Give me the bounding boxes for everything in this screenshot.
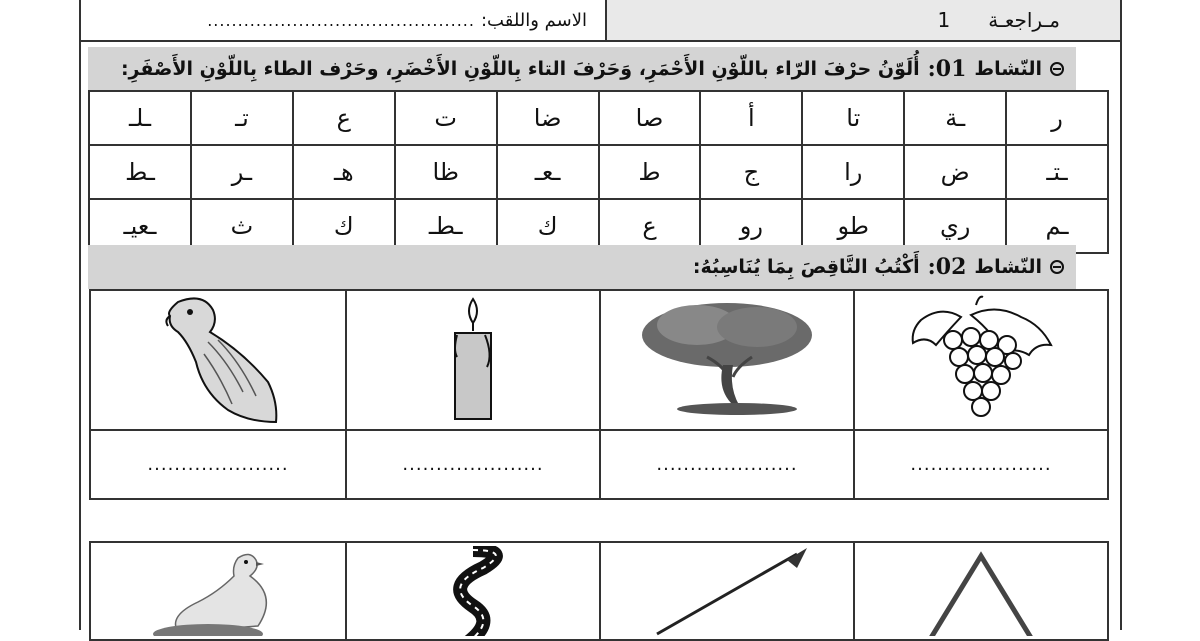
bullet-icon bbox=[1050, 260, 1064, 274]
pictures-row-2 bbox=[89, 541, 1109, 641]
activity2-number: 02: bbox=[927, 254, 967, 280]
spear-image bbox=[637, 546, 817, 636]
letter-cell[interactable]: ت bbox=[395, 91, 497, 145]
grapes-image bbox=[901, 295, 1061, 425]
letter-grid bbox=[88, 90, 1109, 254]
letter-cell[interactable]: ـط bbox=[89, 145, 191, 199]
activity2-bar bbox=[88, 245, 1076, 289]
answer-blank[interactable]: ..................... bbox=[853, 430, 1107, 498]
letter-cell[interactable]: ـة bbox=[904, 91, 1006, 145]
name-dots[interactable]: ............................................ bbox=[207, 10, 475, 30]
letter-cell[interactable]: ث bbox=[191, 199, 293, 253]
answer-blank[interactable]: ..................... bbox=[345, 430, 599, 498]
review-title bbox=[605, 0, 1120, 40]
letter-cell[interactable]: رو bbox=[700, 199, 802, 253]
activity1-bar bbox=[88, 47, 1076, 91]
dove-cell bbox=[91, 543, 345, 639]
name-label: الاسم واللقب: bbox=[480, 9, 587, 31]
letter-cell[interactable]: ك bbox=[497, 199, 599, 253]
dove-image bbox=[138, 546, 298, 636]
letter-cell[interactable]: ـعـ bbox=[497, 145, 599, 199]
tree-cell bbox=[599, 291, 853, 429]
name-field[interactable] bbox=[81, 0, 605, 40]
pictures-row-1 bbox=[89, 289, 1109, 431]
letter-cell[interactable]: طو bbox=[802, 199, 904, 253]
falcon-image bbox=[148, 292, 288, 428]
triangle-image bbox=[906, 546, 1056, 636]
letter-row bbox=[89, 91, 1108, 145]
road-image bbox=[413, 546, 533, 636]
letter-cell[interactable]: ـطـ bbox=[395, 199, 497, 253]
letter-cell[interactable]: ر bbox=[1006, 91, 1108, 145]
review-number: 1 bbox=[937, 8, 951, 32]
letter-cell[interactable]: ـتـ bbox=[1006, 145, 1108, 199]
letter-cell[interactable]: ج bbox=[700, 145, 802, 199]
letter-cell[interactable]: ظا bbox=[395, 145, 497, 199]
tree-image bbox=[637, 295, 817, 425]
letter-cell[interactable]: ع bbox=[599, 199, 701, 253]
letter-cell[interactable]: ك bbox=[293, 199, 395, 253]
letter-cell[interactable]: ري bbox=[904, 199, 1006, 253]
letter-cell[interactable]: ـم bbox=[1006, 199, 1108, 253]
letter-cell[interactable]: ع bbox=[293, 91, 395, 145]
letter-row bbox=[89, 145, 1108, 199]
letter-cell[interactable]: ض bbox=[904, 145, 1006, 199]
letter-cell[interactable]: تـ bbox=[191, 91, 293, 145]
letter-cell[interactable]: را bbox=[802, 145, 904, 199]
letter-cell[interactable]: أ bbox=[700, 91, 802, 145]
answer-blank[interactable]: ..................... bbox=[147, 453, 289, 475]
letter-cell[interactable]: صا bbox=[599, 91, 701, 145]
letter-cell[interactable]: هـ bbox=[293, 145, 395, 199]
activity2-instruction: أَكْتُبُ النَّاقِصَ بِمَا يُنَاسِبُهُ: bbox=[692, 256, 920, 278]
grapes-cell bbox=[853, 291, 1107, 429]
activity1-number: 01: bbox=[927, 56, 967, 82]
activity2-label: النّشاط bbox=[974, 256, 1042, 278]
letter-cell[interactable]: ـر bbox=[191, 145, 293, 199]
candle-image bbox=[433, 295, 513, 425]
letter-cell[interactable]: ـلـ bbox=[89, 91, 191, 145]
letter-cell[interactable]: تا bbox=[802, 91, 904, 145]
spear-cell bbox=[599, 543, 853, 639]
bullet-icon bbox=[1050, 62, 1064, 76]
triangle-cell bbox=[853, 543, 1107, 639]
answer-blank[interactable]: ..................... bbox=[599, 430, 853, 498]
review-label: مـراجعـة bbox=[988, 8, 1060, 32]
worksheet-header bbox=[79, 0, 1122, 42]
letter-cell[interactable]: ـعيـ bbox=[89, 199, 191, 253]
candle-cell bbox=[345, 291, 599, 429]
answer-row bbox=[89, 430, 1109, 500]
falcon-cell bbox=[91, 291, 345, 429]
letter-cell[interactable]: ط bbox=[599, 145, 701, 199]
activity1-label: النّشاط bbox=[974, 58, 1042, 80]
road-cell bbox=[345, 543, 599, 639]
letter-cell[interactable]: ضا bbox=[497, 91, 599, 145]
activity1-instruction: أُلَوّنُ حرْفَ الرّاء باللّوْنِ الأَحْمَرِ، وَحَرْفَ التاء بِاللّوْنِ الأَخْضَرِ، وحَرْف الطاء بِاللّوْنِ الأَصْفَرِ: bbox=[120, 58, 920, 80]
